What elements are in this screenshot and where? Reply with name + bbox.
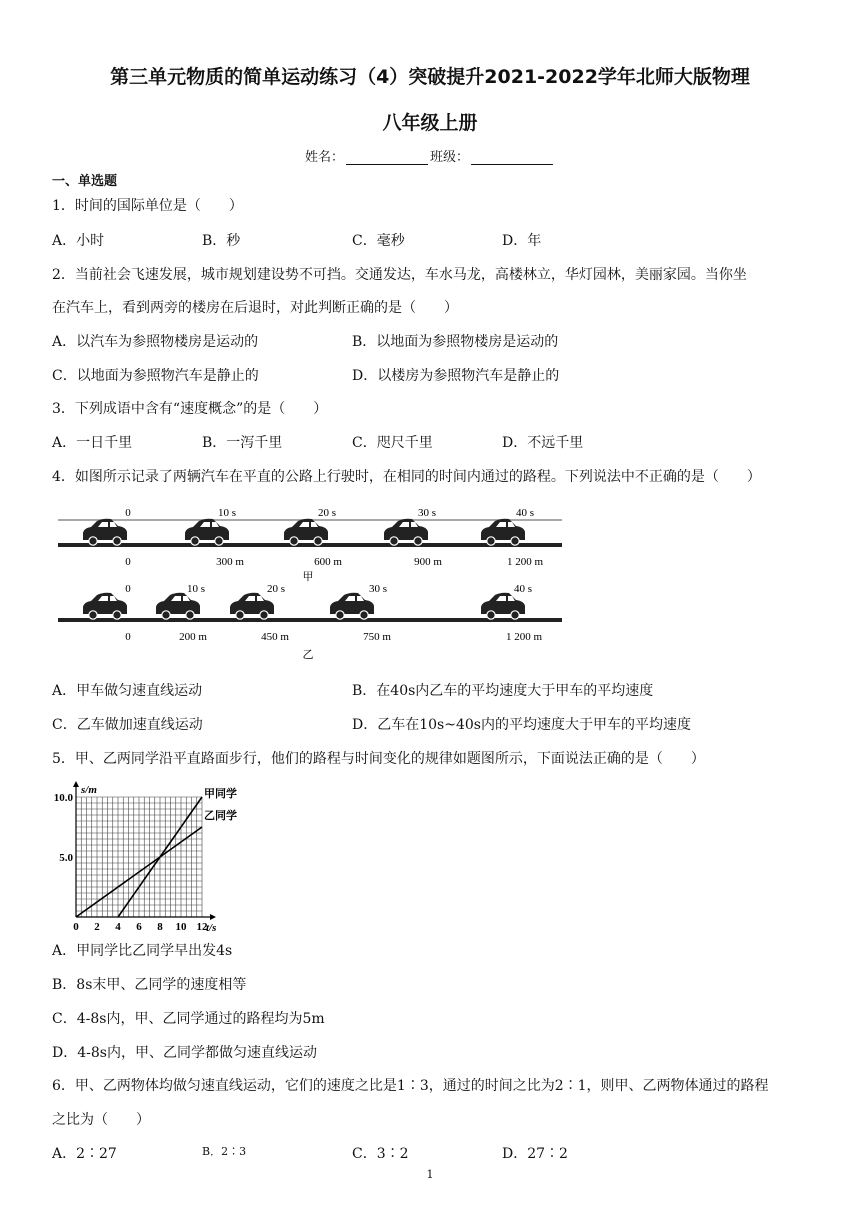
q6-option-c: C．3∶2 (352, 1146, 409, 1162)
car-a-2 (185, 519, 229, 545)
y-axis-arrow (73, 781, 79, 787)
car-a-time-4: 40 s (515, 507, 535, 519)
car-a-time-3: 30 s (417, 507, 437, 519)
x-tick-label: 8 (157, 921, 163, 932)
q5-option-c: C．4-8s内，甲、乙同学通过的路程均为5m (52, 1011, 325, 1027)
car-b-4 (330, 593, 374, 619)
x-tick-label: 0 (73, 921, 79, 932)
class-label: 班级： (430, 150, 470, 165)
class-blank[interactable] (471, 152, 553, 165)
car-a-dist-3: 900 m (414, 556, 442, 568)
y-tick-label: 10.0 (53, 792, 73, 804)
q2-option-c: C．以地面为参照物汽车是静止的 (52, 368, 259, 384)
q2-option-b: B．以地面为参照物楼房是运动的 (352, 334, 559, 350)
q3-option-d: D．不远千里 (502, 435, 584, 451)
q6-option-d: D．27∶2 (502, 1146, 568, 1162)
q1-option-c: C．毫秒 (352, 233, 405, 249)
road-a (58, 543, 562, 547)
car-b-dist-1: 200 m (179, 631, 207, 643)
car-b-label: 乙 (302, 649, 314, 661)
q4-option-d: D．乙车在10s~40s内的平均速度大于甲车的平均速度 (352, 717, 691, 733)
car-b-time-2: 20 s (266, 583, 286, 595)
title-line-2: 八年级上册 (382, 112, 478, 134)
car-b-time-4: 40 s (513, 583, 533, 595)
x-tick-label: 4 (115, 921, 121, 932)
car-b-5 (481, 593, 525, 619)
car-a-dist-2: 600 m (314, 556, 342, 568)
page-number: 1 (426, 1168, 434, 1181)
x-axis-label: t/s (206, 922, 217, 932)
q4-option-b: B．在40s内乙车的平均速度大于甲车的平均速度 (352, 683, 654, 699)
section-heading: 一、单选题 (52, 174, 118, 189)
question-6-line-2: 之比为（ ） (52, 1112, 150, 1128)
car-b-dist-3: 750 m (363, 631, 391, 643)
car-b-time-1: 10 s (186, 583, 206, 595)
x-tick-label: 12 (196, 921, 208, 932)
student-info (0, 146, 860, 165)
car-b-dist-2: 450 m (261, 631, 289, 643)
q2-option-a: A．以汽车为参照物楼房是运动的 (52, 334, 259, 350)
car-a-time-2: 20 s (317, 507, 337, 519)
series-label-1: 甲同学 (204, 788, 237, 800)
car-b-time-0: 0 (125, 583, 131, 595)
car-a-dist-4: 1 200 m (506, 556, 544, 568)
q3-option-a: A．一日千里 (52, 435, 133, 451)
x-axis-arrow (210, 914, 216, 920)
q6-option-b: B．2∶3 (202, 1145, 247, 1158)
car-a-label: 甲 (302, 571, 314, 583)
q5-option-b: B．8s末甲、乙同学的速度相等 (52, 977, 247, 993)
q2-option-d: D．以楼房为参照物汽车是静止的 (352, 368, 560, 384)
series-label-2: 乙同学 (204, 810, 237, 822)
st-graph (48, 772, 248, 932)
q1-option-d: D．年 (502, 233, 542, 249)
car-b-dist-0: 0 (125, 631, 131, 643)
q3-option-b: B．一泻千里 (202, 435, 283, 451)
road-b (58, 618, 562, 622)
q1-option-a: A．小时 (52, 233, 105, 249)
question-1: 1．时间的国际单位是（ ） (52, 198, 243, 214)
car-a-1 (83, 519, 127, 545)
x-tick-label: 6 (136, 921, 142, 932)
car-b-1 (83, 593, 127, 619)
q6-option-a: A．2∶27 (52, 1146, 117, 1162)
q5-option-d: D．4-8s内，甲、乙同学都做匀速直线运动 (52, 1045, 317, 1061)
car-b-3 (230, 593, 274, 619)
car-a-time-0: 0 (125, 507, 131, 519)
car-a-time-1: 10 s (217, 507, 237, 519)
y-axis-label: s/m (81, 784, 97, 796)
question-2-line-1: 2．当前社会飞速发展，城市规划建设势不可挡。交通发达，车水马龙，高楼林立，华灯园林，美丽家园。当你坐 (52, 267, 747, 283)
q4-option-a: A．甲车做匀速直线运动 (52, 683, 203, 699)
car-a-dist-0: 0 (125, 556, 131, 568)
q3-option-c: C．咫尺千里 (352, 435, 433, 451)
question-2-line-2: 在汽车上，看到两旁的楼房在后退时，对此判断正确的是（ ） (52, 300, 458, 316)
question-3: 3．下列成语中含有“速度概念”的是（ ） (52, 401, 328, 417)
name-blank[interactable] (346, 152, 428, 165)
q1-option-b: B．秒 (202, 233, 241, 249)
x-tick-label: 10 (175, 921, 187, 932)
y-tick-label: 5.0 (59, 852, 73, 864)
cars-figure (52, 500, 572, 670)
car-b-2 (156, 593, 200, 619)
x-tick-label: 2 (94, 921, 100, 932)
question-4: 4．如图所示记录了两辆汽车在平直的公路上行驶时，在相同的时间内通过的路程。下列说法中不正确的是（ ） (52, 469, 761, 485)
car-a-4 (384, 519, 428, 545)
q5-option-a: A．甲同学比乙同学早出发4s (52, 943, 233, 959)
name-label: 姓名： (304, 150, 344, 165)
car-b-dist-4: 1 200 m (505, 631, 543, 643)
car-b-time-3: 30 s (368, 583, 388, 595)
car-a-5 (481, 519, 525, 545)
car-a-3 (284, 519, 328, 545)
question-6-line-1: 6．甲、乙两物体均做匀速直线运动，它们的速度之比是1∶3，通过的时间之比为2∶1，则甲、乙两物体通过的路程 (52, 1078, 769, 1094)
question-5: 5．甲、乙两同学沿平直路面步行，他们的路程与时间变化的规律如题图所示，下面说法正确的是（ ） (52, 751, 705, 767)
title-line-1: 第三单元物质的简单运动练习（4）突破提升2021-2022学年北师大版物理 (110, 66, 750, 88)
q4-option-c: C．乙车做加速直线运动 (52, 717, 203, 733)
car-a-dist-1: 300 m (216, 556, 244, 568)
